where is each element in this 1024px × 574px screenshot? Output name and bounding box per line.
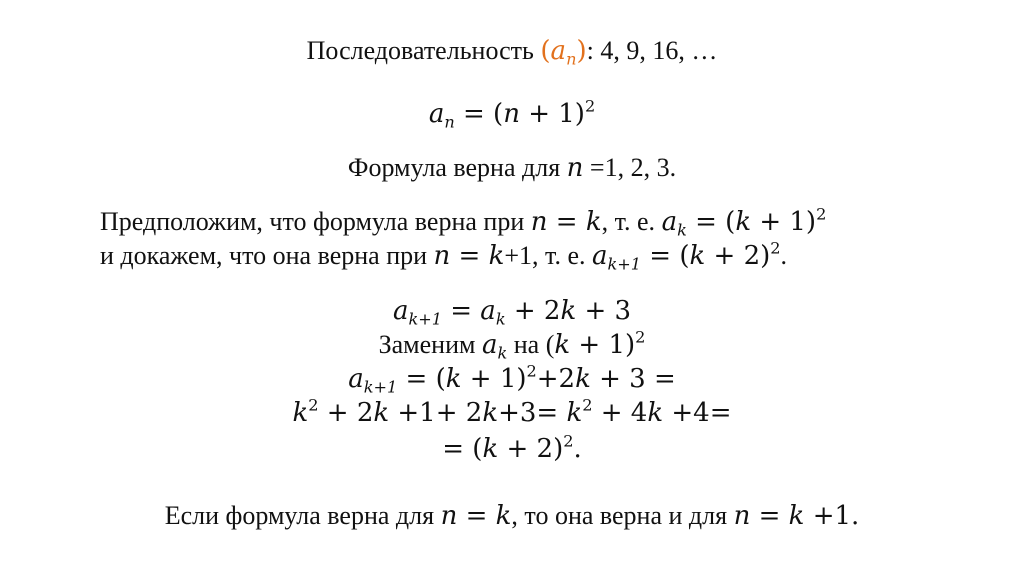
sequence-title <box>0 36 1024 69</box>
derivation-step-3: $a_{k+1} = (k + 1)^2+2k + 3$ = <box>348 361 676 397</box>
derivation-step-4: $k^2 + 2k +1+ 2k+3= k^2 + 4k +4=$ <box>292 395 732 428</box>
sequence-notation: $(a_n)$ <box>540 36 587 69</box>
assumption-line-1: Предположим, что формула верна при n = k, т. е. $a_k = (k + 1)^2$ <box>100 204 827 240</box>
conclusion: Если формула верна для n = k, то она верна и для n = k +1. <box>164 501 860 531</box>
derivation-step-1: $a_{k+1} = a_k + 2k + 3$ <box>392 296 632 329</box>
assumption-line-2: и докажем, что она верна при n = k+1, т. е. $a_{k+1} = (k + 2)^2$. <box>100 238 788 274</box>
derivation-step-5: = $(k + 2)^2$. <box>442 431 582 464</box>
formula-check: Формула верна для n =1, 2, 3. <box>347 153 677 183</box>
title-prefix: Последовательность <box>306 36 541 65</box>
title-suffix: : 4, 9, 16, … <box>586 36 718 65</box>
derivation-step-2: Заменим $a_k$ на $(k + 1)^2$ <box>378 327 646 363</box>
general-formula: $a_n = (n + 1)^2$ <box>428 96 596 132</box>
